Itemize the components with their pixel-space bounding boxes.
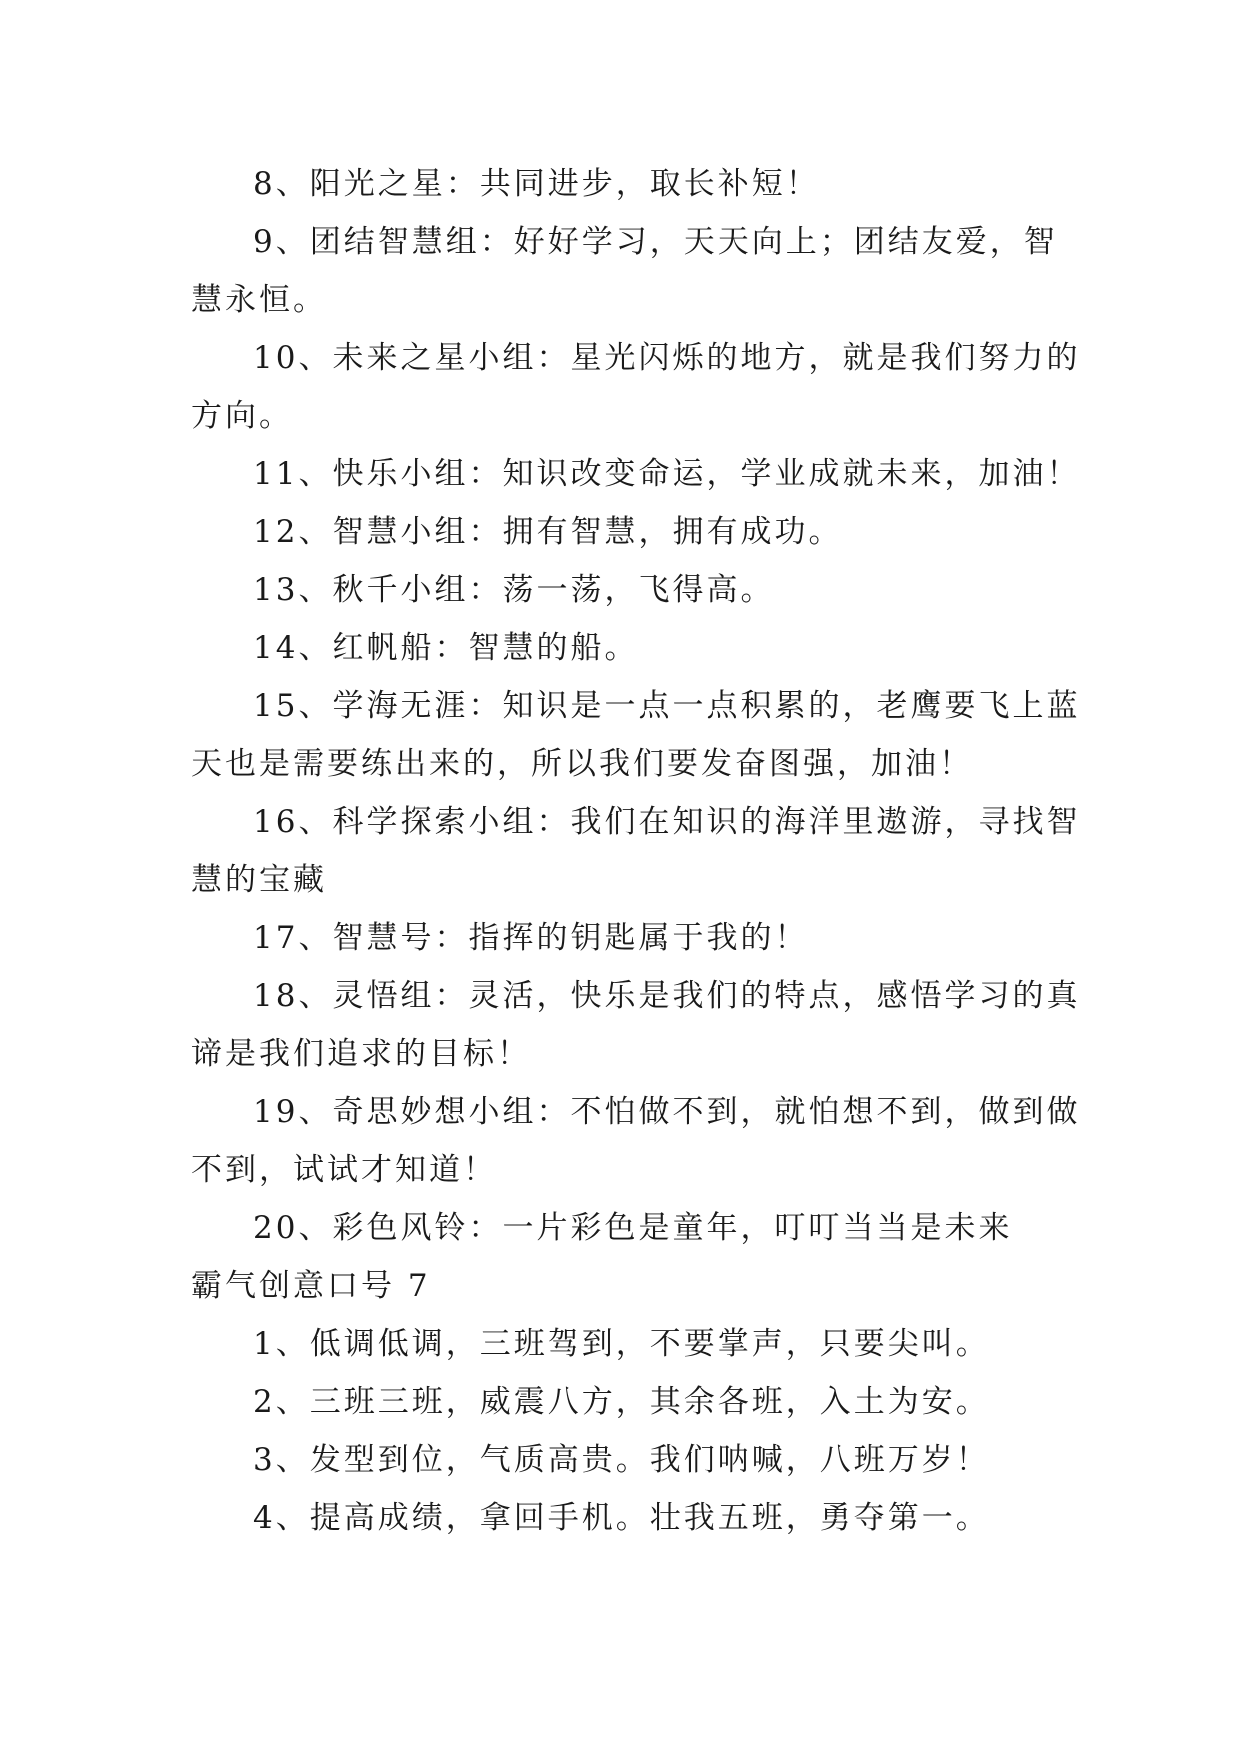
slogan-line: 12、智慧小组：拥有智慧，拥有成功。	[253, 514, 843, 550]
slogan-line-continued: 谛是我们追求的目标！	[191, 1036, 531, 1072]
slogan-line-continued: 慧永恒。	[191, 282, 327, 318]
slogan-line: 4、提高成绩，拿回手机。壮我五班，勇夺第一。	[253, 1500, 990, 1536]
document-body	[191, 155, 1081, 1547]
slogan-line: 17、智慧号：指挥的钥匙属于我的！	[253, 920, 809, 956]
slogan-line: 20、彩色风铃：一片彩色是童年，叮叮当当是未来	[253, 1210, 1013, 1246]
slogan-line: 16、科学探索小组：我们在知识的海洋里遨游，寻找智	[253, 804, 1081, 840]
slogan-line: 10、未来之星小组：星光闪烁的地方，就是我们努力的	[253, 340, 1081, 376]
slogan-line: 3、发型到位，气质高贵。我们呐喊，八班万岁！	[253, 1442, 990, 1478]
slogan-line: 18、灵悟组：灵活，快乐是我们的特点，感悟学习的真	[253, 978, 1081, 1014]
slogan-line-continued: 天也是需要练出来的，所以我们要发奋图强，加油！	[191, 746, 973, 782]
slogan-line: 13、秋千小组：荡一荡，飞得高。	[253, 572, 775, 608]
slogan-line: 19、奇思妙想小组：不怕做不到，就怕想不到，做到做	[253, 1094, 1081, 1130]
slogan-line: 15、学海无涯：知识是一点一点积累的，老鹰要飞上蓝	[253, 688, 1081, 724]
slogan-line: 11、快乐小组：知识改变命运，学业成就未来，加油！	[253, 456, 1081, 492]
slogan-line: 1、低调低调，三班驾到，不要掌声，只要尖叫。	[253, 1326, 990, 1362]
slogan-line: 2、三班三班，威震八方，其余各班，入土为安。	[253, 1384, 990, 1420]
slogan-line: 9、团结智慧组：好好学习，天天向上；团结友爱，智	[253, 224, 1058, 260]
slogan-line: 14、红帆船：智慧的船。	[253, 630, 639, 666]
slogan-line-continued: 方向。	[191, 398, 293, 434]
slogan-line-continued: 慧的宝藏	[191, 862, 327, 898]
slogan-line-continued: 不到，试试才知道！	[191, 1152, 497, 1188]
section-heading: 霸气创意口号 7	[191, 1268, 431, 1304]
slogan-line: 8、阳光之星：共同进步，取长补短！	[253, 166, 820, 202]
